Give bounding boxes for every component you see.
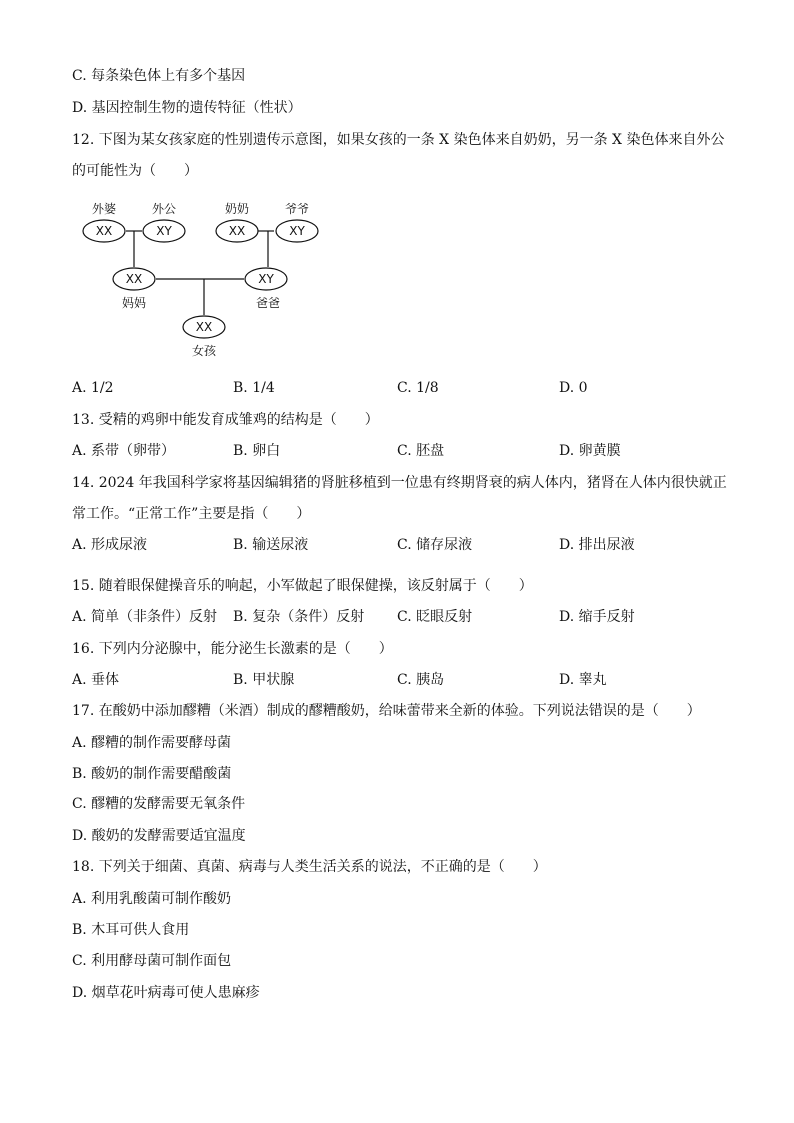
q17-option-d[interactable]: D. 酸奶的发酵需要适宜温度 bbox=[72, 828, 246, 844]
q12-option-d[interactable]: D. 0 bbox=[559, 380, 588, 396]
q13-option-d[interactable]: D. 卵黄膜 bbox=[559, 443, 621, 459]
yeye-label: 爷爷 bbox=[284, 202, 310, 216]
q14-stem-line2: 常工作。“正常工作”主要是指（ ） bbox=[72, 506, 311, 522]
baba-label: 爸爸 bbox=[255, 296, 281, 310]
q16-stem: 16. 下列内分泌腺中，能分泌生长激素的是（ ） bbox=[72, 641, 393, 657]
mama-label: 妈妈 bbox=[121, 296, 147, 310]
nainai-label: 奶奶 bbox=[224, 202, 250, 216]
q12-option-c[interactable]: C. 1/8 bbox=[397, 380, 439, 396]
q13-option-b[interactable]: B. 卵白 bbox=[233, 443, 281, 459]
q16-option-b[interactable]: B. 甲状腺 bbox=[233, 672, 295, 688]
q17-option-c[interactable]: C. 醪糟的发酵需要无氧条件 bbox=[72, 796, 246, 812]
nainai-chrom: XX bbox=[228, 224, 246, 238]
q16-option-a[interactable]: A. 垂体 bbox=[72, 672, 120, 688]
q18-option-a[interactable]: A. 利用乳酸菌可制作酸奶 bbox=[72, 891, 232, 907]
yeye-chrom: XY bbox=[289, 224, 305, 238]
q13-option-c[interactable]: C. 胚盘 bbox=[397, 443, 445, 459]
q17-option-b[interactable]: B. 酸奶的制作需要醋酸菌 bbox=[72, 766, 232, 782]
waipo-label: 外婆 bbox=[91, 202, 117, 216]
q15-option-d[interactable]: D. 缩手反射 bbox=[559, 609, 635, 625]
q14-stem-line1: 14. 2024 年我国科学家将基因编辑猪的肾脏移植到一位患有终期肾衰的病人体内，猪肾在人体内很快就正 bbox=[72, 475, 727, 491]
nvhai-chrom: XX bbox=[195, 320, 213, 334]
mama-chrom: XX bbox=[125, 272, 143, 286]
waigong-label: 外公 bbox=[151, 202, 177, 216]
q12-stem-line2: 的可能性为（ ） bbox=[72, 163, 198, 179]
q18-option-b[interactable]: B. 木耳可供人食用 bbox=[72, 922, 190, 938]
q17-stem: 17. 在酸奶中添加醪糟（米酒）制成的醪糟酸奶，给味蕾带来全新的体验。下列说法错误的是（ ） bbox=[72, 703, 701, 719]
q12-option-a[interactable]: A. 1/2 bbox=[72, 380, 114, 396]
q16-option-c[interactable]: C. 胰岛 bbox=[397, 672, 445, 688]
q15-option-a[interactable]: A. 简单（非条件）反射 bbox=[72, 609, 218, 625]
q15-option-c[interactable]: C. 眨眼反射 bbox=[397, 609, 473, 625]
q14-option-c[interactable]: C. 储存尿液 bbox=[397, 537, 473, 553]
q14-option-a[interactable]: A. 形成尿液 bbox=[72, 537, 148, 553]
pedigree-diagram bbox=[0, 195, 794, 395]
baba-chrom: XY bbox=[258, 272, 274, 286]
q12-option-b[interactable]: B. 1/4 bbox=[233, 380, 275, 396]
q11-option-c: C. 每条染色体上有多个基因 bbox=[72, 68, 246, 84]
q13-option-a[interactable]: A. 系带（卵带） bbox=[72, 443, 176, 459]
q13-stem: 13. 受精的鸡卵中能发育成雏鸡的结构是（ ） bbox=[72, 412, 379, 428]
q15-option-b[interactable]: B. 复杂（条件）反射 bbox=[233, 609, 365, 625]
q18-option-d[interactable]: D. 烟草花叶病毒可使人患麻疹 bbox=[72, 985, 260, 1001]
q12-stem-line1: 12. 下图为某女孩家庭的性别遗传示意图，如果女孩的一条 X 染色体来自奶奶，另一条 X 染色体来自外公 bbox=[72, 132, 725, 148]
waipo-chrom: XX bbox=[95, 224, 113, 238]
nvhai-label: 女孩 bbox=[191, 344, 217, 358]
q18-stem: 18. 下列关于细菌、真菌、病毒与人类生活关系的说法，不正确的是（ ） bbox=[72, 859, 547, 875]
q17-option-a[interactable]: A. 醪糟的制作需要酵母菌 bbox=[72, 735, 232, 751]
waigong-chrom: XY bbox=[156, 224, 172, 238]
q11-option-d: D. 基因控制生物的遗传特征（性状） bbox=[72, 100, 302, 116]
q15-stem: 15. 随着眼保健操音乐的响起，小军做起了眼保健操，该反射属于（ ） bbox=[72, 578, 533, 594]
q16-option-d[interactable]: D. 睾丸 bbox=[559, 672, 607, 688]
q14-option-d[interactable]: D. 排出尿液 bbox=[559, 537, 635, 553]
q18-option-c[interactable]: C. 利用酵母菌可制作面包 bbox=[72, 953, 232, 969]
q14-option-b[interactable]: B. 输送尿液 bbox=[233, 537, 309, 553]
